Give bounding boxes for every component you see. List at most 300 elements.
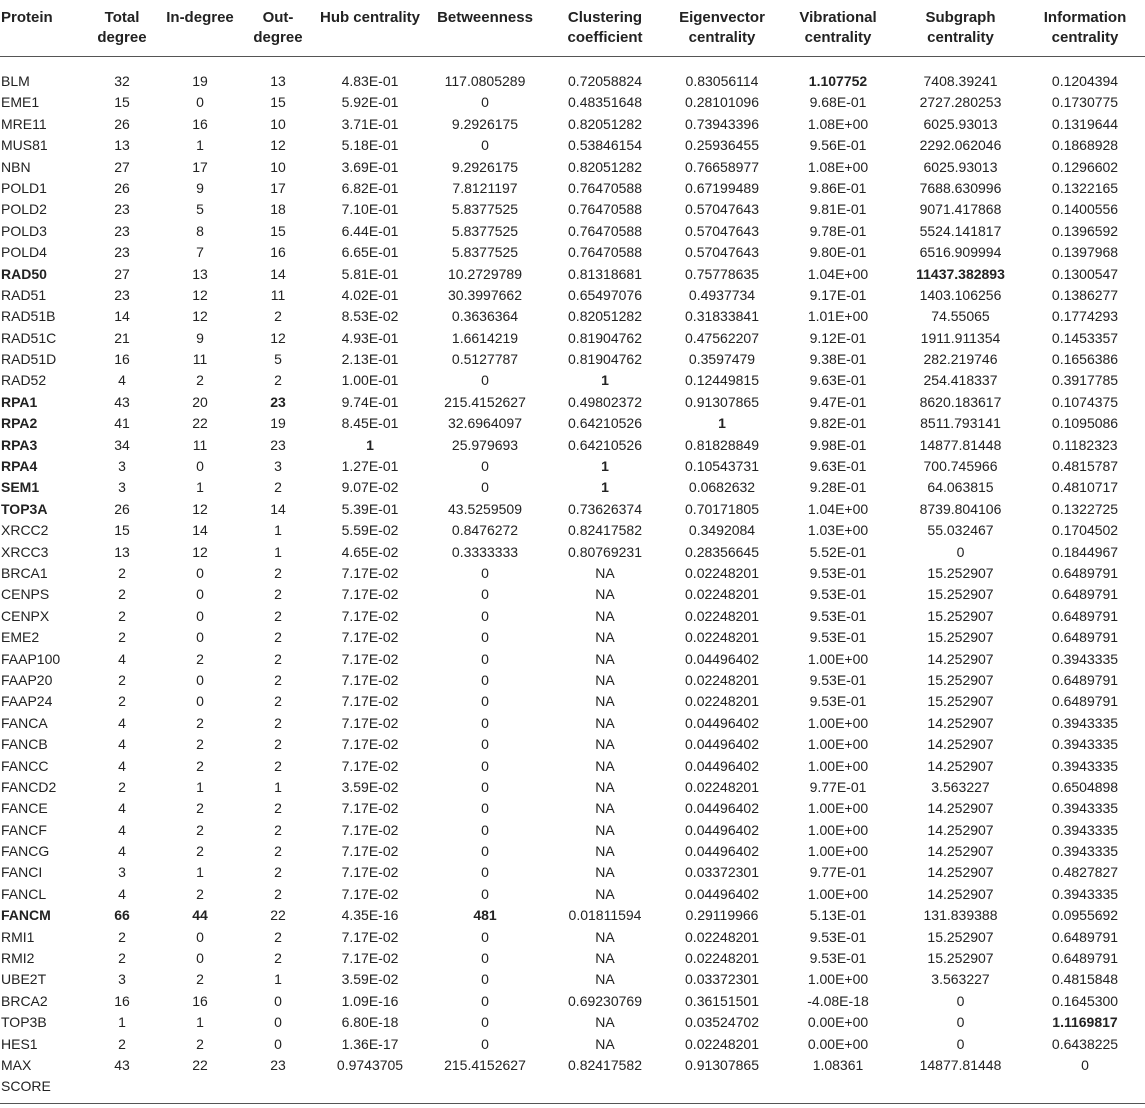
value-cell: 2 — [274, 885, 282, 902]
table-row — [0, 969, 1145, 990]
value-cell: NA — [595, 693, 615, 710]
table-row — [0, 178, 1145, 199]
value-cell: 18 — [270, 201, 286, 218]
value-cell: 1.09E-16 — [341, 992, 399, 1009]
value-cell: 0 — [196, 950, 204, 967]
value-cell: 0 — [481, 992, 489, 1009]
value-cell: 4 — [118, 714, 126, 731]
value-cell: 4 — [118, 821, 126, 838]
value-cell: 12 — [192, 286, 208, 303]
value-cell: 0 — [481, 864, 489, 881]
value-cell: 3.59E-02 — [341, 971, 399, 988]
col-header-in-degree: In-degree — [166, 9, 234, 26]
value-cell: 15 — [114, 522, 130, 539]
table-row — [0, 306, 1145, 327]
value-cell: 9.81E-01 — [809, 201, 867, 218]
value-cell: 700.745966 — [923, 458, 998, 475]
value-cell: 17 — [270, 179, 286, 196]
value-cell: 282.219746 — [923, 351, 998, 368]
value-cell: 43 — [114, 393, 130, 410]
value-cell: 1 — [196, 864, 204, 881]
value-cell: 2 — [274, 650, 282, 667]
value-cell: 0 — [274, 1014, 282, 1031]
value-cell: 0.76470588 — [568, 179, 642, 196]
protein-name-cell: FAAP20 — [1, 671, 53, 688]
protein-name-cell: BRCA1 — [1, 564, 48, 581]
value-cell: 26 — [114, 115, 130, 132]
value-cell: 131.839388 — [923, 907, 998, 924]
value-cell: NA — [595, 586, 615, 603]
value-cell: 0.82051282 — [568, 115, 642, 132]
value-cell: 2 — [196, 650, 204, 667]
protein-name-cell: EME2 — [1, 629, 40, 646]
value-cell: 1.00E+00 — [807, 971, 869, 988]
value-cell: 2 — [274, 800, 282, 817]
value-cell: 66 — [114, 907, 130, 924]
value-cell: 1 — [601, 479, 609, 496]
value-cell: 3 — [118, 971, 126, 988]
value-cell: 7.17E-02 — [341, 714, 399, 731]
value-cell: 0.3943335 — [1051, 843, 1119, 860]
table-row — [0, 520, 1145, 541]
value-cell: 481 — [473, 907, 497, 924]
value-cell: 0.1453357 — [1051, 329, 1119, 346]
value-cell: 0 — [1081, 1056, 1089, 1073]
value-cell: 9.74E-01 — [341, 393, 399, 410]
table-row — [0, 798, 1145, 819]
value-cell: 1.00E+00 — [807, 714, 869, 731]
value-cell: 0.02248201 — [685, 629, 759, 646]
value-cell: 0.76658977 — [685, 158, 759, 175]
table-row — [0, 435, 1145, 456]
value-cell: 0 — [196, 928, 204, 945]
value-cell: 30.3997662 — [448, 286, 522, 303]
value-cell: 2 — [118, 778, 126, 795]
value-cell: 9.53E-01 — [809, 607, 867, 624]
value-cell: NA — [595, 757, 615, 774]
value-cell: 9.07E-02 — [341, 479, 399, 496]
value-cell: 3 — [118, 864, 126, 881]
value-cell: 2 — [274, 479, 282, 496]
protein-name-cell: POLD4 — [1, 244, 47, 261]
table-row — [0, 927, 1145, 948]
table-row — [0, 477, 1145, 498]
value-cell: 0 — [481, 137, 489, 154]
value-cell: 9.47E-01 — [809, 393, 867, 410]
value-cell: 2 — [274, 308, 282, 325]
value-cell: 0 — [481, 736, 489, 753]
value-cell: 9.53E-01 — [809, 693, 867, 710]
value-cell: 0.3943335 — [1051, 821, 1119, 838]
value-cell: 15 — [270, 94, 286, 111]
value-cell: 0 — [196, 607, 204, 624]
value-cell: 1.00E+00 — [807, 650, 869, 667]
value-cell: 55.032467 — [927, 522, 994, 539]
table-row — [0, 456, 1145, 477]
value-cell: 1.04E+00 — [807, 265, 869, 282]
value-cell: 0 — [481, 950, 489, 967]
value-cell: 0.02248201 — [685, 950, 759, 967]
value-cell: 26 — [114, 500, 130, 517]
value-cell: 32.6964097 — [448, 415, 522, 432]
value-cell: 1 — [274, 971, 282, 988]
value-cell: 64.063815 — [927, 479, 994, 496]
value-cell: 0 — [196, 458, 204, 475]
value-cell: 43 — [114, 1056, 130, 1073]
value-cell: 5.39E-01 — [341, 500, 399, 517]
value-cell: 7.17E-02 — [341, 586, 399, 603]
protein-name-cell: MUS81 — [1, 137, 48, 154]
value-cell: 0.02248201 — [685, 693, 759, 710]
value-cell: 0.4815848 — [1051, 971, 1119, 988]
value-cell: 6.80E-18 — [341, 1014, 399, 1031]
value-cell: NA — [595, 736, 615, 753]
value-cell: 7.17E-02 — [341, 671, 399, 688]
value-cell: 2 — [274, 671, 282, 688]
value-cell: 2 — [196, 843, 204, 860]
table-row — [0, 584, 1145, 605]
value-cell: 15.252907 — [927, 671, 994, 688]
value-cell: 14877.81448 — [919, 436, 1002, 453]
value-cell: 0.04496402 — [685, 714, 759, 731]
value-cell: 0 — [481, 885, 489, 902]
value-cell: 2 — [196, 821, 204, 838]
protein-name-cell: RMI1 — [1, 928, 35, 945]
value-cell: 0.04496402 — [685, 800, 759, 817]
value-cell: 0.6489791 — [1051, 564, 1119, 581]
value-cell: 9.38E-01 — [809, 351, 867, 368]
value-cell: 0.1095086 — [1051, 415, 1119, 432]
value-cell: 14 — [270, 500, 286, 517]
value-cell: 9.82E-01 — [809, 415, 867, 432]
value-cell: 9.86E-01 — [809, 179, 867, 196]
value-cell: 5.81E-01 — [341, 265, 399, 282]
value-cell: 7.17E-02 — [341, 821, 399, 838]
value-cell: -4.08E-18 — [807, 992, 869, 1009]
bottom-rule — [0, 1103, 1145, 1104]
value-cell: 27 — [114, 265, 130, 282]
value-cell: 0 — [481, 372, 489, 389]
value-cell: NA — [595, 671, 615, 688]
value-cell: 0.83056114 — [685, 73, 759, 89]
protein-name-cell: NBN — [1, 158, 31, 175]
value-cell: 7.17E-02 — [341, 864, 399, 881]
value-cell: 0 — [481, 928, 489, 945]
value-cell: 16 — [114, 992, 130, 1009]
value-cell: 1.08361 — [812, 1056, 864, 1073]
value-cell: 1.00E+00 — [807, 885, 869, 902]
table-row — [0, 413, 1145, 434]
value-cell: 14 — [270, 265, 286, 282]
value-cell: 6.82E-01 — [341, 179, 399, 196]
table-row — [0, 370, 1145, 391]
table-row — [0, 884, 1145, 905]
value-cell: 215.4152627 — [444, 1056, 526, 1073]
value-cell: NA — [595, 564, 615, 581]
value-cell: 9.53E-01 — [809, 586, 867, 603]
value-cell: 0.81318681 — [568, 265, 642, 282]
value-cell: 2292.062046 — [919, 137, 1002, 154]
table-row — [0, 862, 1145, 883]
value-cell: 22 — [192, 1056, 208, 1073]
value-cell: NA — [595, 714, 615, 731]
value-cell: 5.8377525 — [451, 222, 519, 239]
value-cell: 19 — [270, 415, 286, 432]
value-cell: 2 — [274, 864, 282, 881]
value-cell: 2 — [196, 800, 204, 817]
value-cell: 0.04496402 — [685, 843, 759, 860]
value-cell: 5524.141817 — [919, 222, 1002, 239]
value-cell: 2 — [274, 821, 282, 838]
value-cell: 0.65497076 — [568, 286, 642, 303]
value-cell: 0.10543731 — [685, 458, 759, 475]
value-cell: 7.17E-02 — [341, 607, 399, 624]
table-row — [0, 905, 1145, 926]
value-cell: 7 — [196, 244, 204, 261]
value-cell: 2 — [274, 714, 282, 731]
value-cell: 3.71E-01 — [341, 115, 399, 132]
value-cell: NA — [595, 950, 615, 967]
value-cell: 9.53E-01 — [809, 629, 867, 646]
protein-name-cell: RPA2 — [1, 415, 38, 432]
protein-name-cell: RPA3 — [1, 436, 38, 453]
value-cell: 0.48351648 — [568, 94, 642, 111]
value-cell: 41 — [114, 415, 130, 432]
value-cell: 0 — [481, 94, 489, 111]
value-cell: 0.04496402 — [685, 736, 759, 753]
value-cell: 1 — [601, 458, 609, 475]
value-cell: 9.56E-01 — [809, 137, 867, 154]
value-cell: NA — [595, 928, 615, 945]
value-cell: 7.17E-02 — [341, 564, 399, 581]
value-cell: 0.6489791 — [1051, 693, 1119, 710]
value-cell: 5 — [196, 201, 204, 218]
value-cell: 20 — [192, 393, 208, 410]
protein-name-cell: RAD52 — [1, 372, 47, 389]
value-cell: NA — [595, 800, 615, 817]
value-cell: 0.3943335 — [1051, 650, 1119, 667]
value-cell: 13 — [114, 137, 130, 154]
value-cell: 0.02248201 — [685, 1035, 759, 1052]
value-cell: 1.00E+00 — [807, 757, 869, 774]
value-cell: 2 — [196, 757, 204, 774]
value-cell: 1 — [118, 1014, 126, 1031]
table-row — [0, 691, 1145, 712]
protein-name-cell: XRCC3 — [1, 543, 49, 560]
value-cell: 0.91307865 — [685, 1056, 759, 1073]
value-cell: 7.17E-02 — [341, 693, 399, 710]
table-row — [0, 1055, 1145, 1097]
value-cell: 0.80769231 — [568, 543, 642, 560]
value-cell: 0.1300547 — [1051, 265, 1119, 282]
value-cell: 0.49802372 — [568, 393, 642, 410]
value-cell: 5.92E-01 — [341, 94, 399, 111]
value-cell: 9.17E-01 — [809, 286, 867, 303]
value-cell: 0 — [481, 564, 489, 581]
value-cell: 0 — [274, 992, 282, 1009]
protein-name-cell: FANCI — [1, 864, 43, 881]
value-cell: 1 — [196, 1014, 204, 1031]
value-cell: 14.252907 — [927, 736, 994, 753]
value-cell: 6025.93013 — [923, 158, 998, 175]
value-cell: 16 — [192, 992, 208, 1009]
value-cell: 4 — [118, 843, 126, 860]
value-cell: 0 — [481, 821, 489, 838]
value-cell: 0.82417582 — [568, 1056, 642, 1073]
value-cell: 7.17E-02 — [341, 736, 399, 753]
value-cell: 0.12449815 — [685, 372, 759, 389]
value-cell: 1.08E+00 — [807, 115, 869, 132]
value-cell: 0.81904762 — [568, 351, 642, 368]
value-cell: 0.64210526 — [568, 436, 642, 453]
value-cell: 1 — [274, 543, 282, 560]
value-cell: 1.04E+00 — [807, 500, 869, 517]
value-cell: 2 — [118, 564, 126, 581]
value-cell: 0.02248201 — [685, 671, 759, 688]
value-cell: 9071.417868 — [919, 201, 1002, 218]
protein-name-cell: FANCF — [1, 821, 47, 838]
value-cell: 0.04496402 — [685, 821, 759, 838]
protein-name-cell: FANCE — [1, 800, 48, 817]
protein-name-cell: FAAP100 — [1, 650, 61, 667]
value-cell: 15.252907 — [927, 928, 994, 945]
value-cell: 23 — [114, 201, 130, 218]
value-cell: 2 — [196, 1035, 204, 1052]
value-cell: 0.4810717 — [1051, 479, 1119, 496]
value-cell: 2 — [118, 693, 126, 710]
value-cell: 44 — [192, 907, 208, 924]
value-cell: 3.563227 — [931, 971, 990, 988]
value-cell: 0 — [481, 458, 489, 475]
value-cell: 9.98E-01 — [809, 436, 867, 453]
value-cell: 15.252907 — [927, 629, 994, 646]
value-cell: 15 — [114, 94, 130, 111]
value-cell: 1 — [196, 479, 204, 496]
value-cell: 1.27E-01 — [341, 458, 399, 475]
value-cell: 22 — [270, 907, 286, 924]
value-cell: 23 — [114, 222, 130, 239]
value-cell: 11 — [192, 436, 208, 453]
value-cell: 1.36E-17 — [341, 1035, 399, 1052]
value-cell: 0 — [481, 714, 489, 731]
table-row — [0, 841, 1145, 862]
value-cell: 2 — [118, 586, 126, 603]
value-cell: NA — [595, 607, 615, 624]
value-cell: 9.53E-01 — [809, 950, 867, 967]
protein-name-cell: UBE2T — [1, 971, 47, 988]
value-cell: 0.03372301 — [685, 864, 759, 881]
value-cell: 2 — [274, 843, 282, 860]
value-cell: 14 — [192, 522, 208, 539]
col-header-clustering-coefficient: Clustering coefficient — [567, 9, 643, 46]
value-cell: 9.78E-01 — [809, 222, 867, 239]
protein-name-cell: HES1 — [1, 1035, 38, 1052]
value-cell: 0.3636364 — [451, 308, 519, 325]
value-cell: 0.70171805 — [685, 500, 759, 517]
value-cell: 117.0805289 — [444, 73, 526, 89]
protein-name-cell: EME1 — [1, 94, 40, 111]
value-cell: 2 — [274, 629, 282, 646]
value-cell: 0.4815787 — [1051, 458, 1119, 475]
value-cell: 0.1656386 — [1051, 351, 1119, 368]
value-cell: 16 — [192, 115, 208, 132]
value-cell: 2 — [196, 736, 204, 753]
value-cell: 9.28E-01 — [809, 479, 867, 496]
value-cell: 16 — [270, 244, 286, 261]
table-row — [0, 606, 1145, 627]
value-cell: 1.6614219 — [451, 329, 519, 346]
table-row — [0, 157, 1145, 178]
value-cell: 0.64210526 — [568, 415, 642, 432]
value-cell: 34 — [114, 436, 130, 453]
value-cell: NA — [595, 821, 615, 838]
header-row — [0, 0, 1145, 57]
value-cell: 2 — [196, 372, 204, 389]
value-cell: 0 — [481, 629, 489, 646]
value-cell: 2 — [118, 629, 126, 646]
value-cell: 13 — [192, 265, 208, 282]
value-cell: 0.1386277 — [1051, 286, 1119, 303]
value-cell: 0.28356645 — [685, 543, 759, 560]
value-cell: 14.252907 — [927, 650, 994, 667]
value-cell: 0.4937734 — [688, 286, 756, 303]
value-cell: 1.00E+00 — [807, 821, 869, 838]
protein-name-cell: RPA1 — [1, 393, 38, 410]
value-cell: 1 — [196, 137, 204, 154]
protein-name-cell: FANCL — [1, 885, 47, 902]
value-cell: 7.17E-02 — [341, 800, 399, 817]
protein-name-cell: RAD51D — [1, 351, 57, 368]
value-cell: 25.979693 — [451, 436, 519, 453]
value-cell: 6.65E-01 — [341, 244, 399, 261]
value-cell: 0.04496402 — [685, 650, 759, 667]
value-cell: 0.82417582 — [568, 522, 642, 539]
value-cell: 0.1645300 — [1051, 992, 1119, 1009]
value-cell: 3.563227 — [931, 778, 990, 795]
value-cell: 0.02248201 — [685, 778, 759, 795]
value-cell: 11 — [192, 351, 208, 368]
table-row — [0, 756, 1145, 777]
value-cell: 11 — [270, 286, 286, 303]
value-cell: 2 — [274, 693, 282, 710]
table-row — [0, 563, 1145, 584]
value-cell: 0 — [196, 94, 204, 111]
value-cell: 0 — [481, 693, 489, 710]
table-row — [0, 670, 1145, 691]
value-cell: 0.57047643 — [685, 244, 759, 261]
value-cell: 0.04496402 — [685, 757, 759, 774]
value-cell: 4 — [118, 650, 126, 667]
table-row — [0, 92, 1145, 113]
value-cell: 0.1844967 — [1051, 543, 1119, 560]
value-cell: 22 — [192, 415, 208, 432]
table-row — [0, 349, 1145, 370]
value-cell: 15.252907 — [927, 586, 994, 603]
value-cell: 6.44E-01 — [341, 222, 399, 239]
value-cell: 12 — [192, 500, 208, 517]
table-body — [0, 57, 1145, 1097]
value-cell: 1 — [196, 778, 204, 795]
value-cell: 16 — [114, 351, 130, 368]
value-cell: NA — [595, 1035, 615, 1052]
value-cell: 0 — [196, 586, 204, 603]
value-cell: 5.8377525 — [451, 201, 519, 218]
protein-name-cell: CENPX — [1, 607, 50, 624]
value-cell: 23 — [270, 436, 286, 453]
value-cell: 0 — [481, 650, 489, 667]
value-cell: 4.02E-01 — [341, 286, 399, 303]
value-cell: NA — [595, 864, 615, 881]
